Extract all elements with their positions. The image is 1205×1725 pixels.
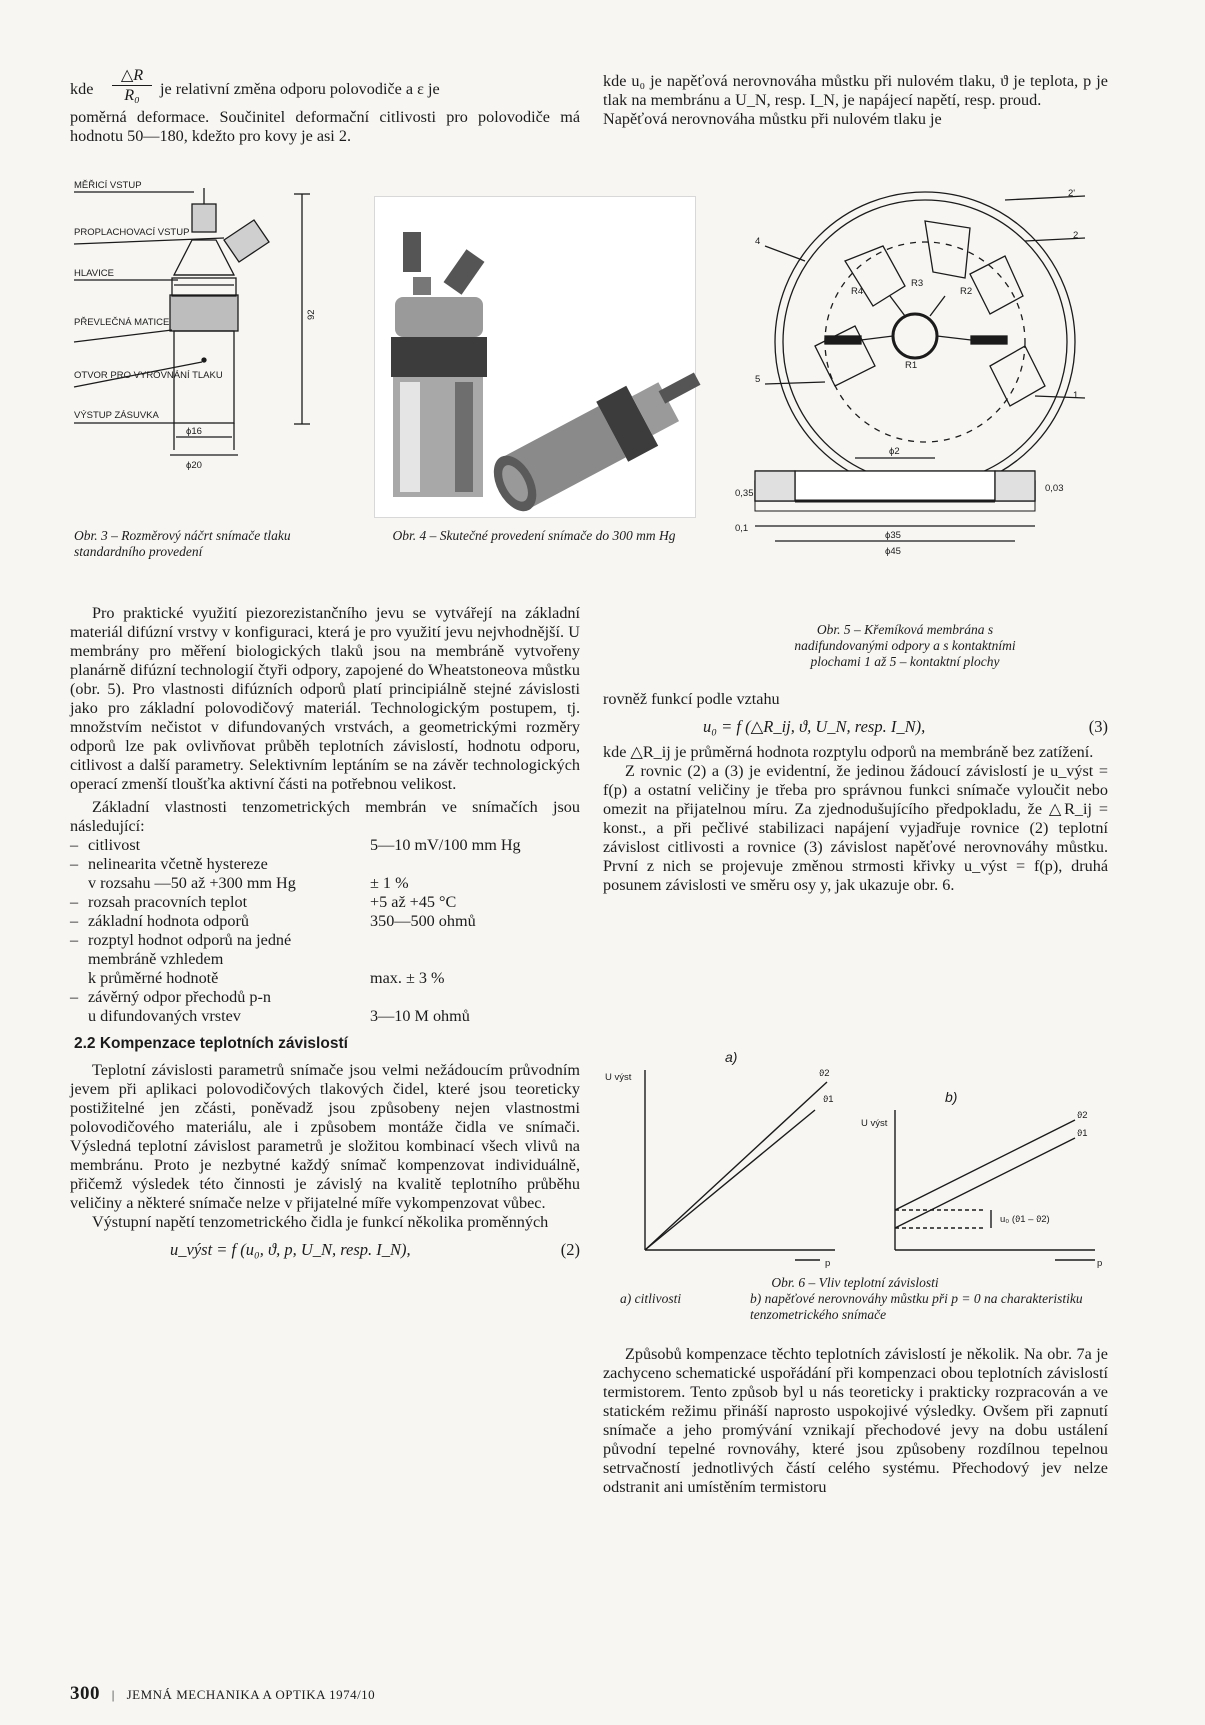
fig4-caption: Obr. 4 – Skutečné provedení snímače do 300 mm Hg [392,528,676,543]
left-para2: Základní vlastnosti tenzometrických membrán ve snímačích jsou následující: [70,798,580,835]
fig5-label-5: 5 [755,374,761,385]
equation-2 [70,1240,580,1266]
equation-3-text: u₀ = f (△R_ij, ϑ, U_N, resp. I_N), [703,717,926,736]
fig3-dim-d16: ϕ16 [186,426,202,437]
left-para1: Pro praktické využití piezorezistančního jevu se vytvářejí na základní materiál difúzní vrstvy v konfiguraci, která je pro využití jevu nejvhodnější. U membrány pro měření biologických tlaků jsou na membráně vytvořeny planárně difúzní technologií čtyři odpory, zapojené do Wheatstoneova můstku (obr. 5). Pro vlastnosti difúzních odporů platí principiálně stejné závislosti jako pro základní polovodičový materiál. Technologickým postupem, tj. množstvím nečistot v difundovaných vrstvách, a geometrickými rozměry odporů lze pak ovlivňovat průběh teplotních závislostí, hodnotu odporu, citlivost a další parametry. Selektivním leptáním se na závěr technologických operací zmenší tloušťka aktivní části na potřebnou velikost. [70,604,580,793]
fig6-curve-b-theta1: ϑ1 [1077,1128,1088,1139]
left-body [70,604,580,1266]
fig6-offset-label: u₀ (ϑ1 – ϑ2) [1000,1214,1050,1225]
fig3-label-head: HLAVICE [74,268,114,279]
fig5-dim-003: 0,03 [1045,483,1064,494]
fig5-dim-d35: ϕ35 [885,530,901,541]
right-final-para: Způsobů kompenzace těchto teplotních závislostí je několik. Na obr. 7a je zachyceno schematické uspořádání při kompenzaci obou teplotních závislostí termistorem. Tento způsob byl u nás teoreticky i prakticky rozpracován a ve statickém režimu přináší naprosto uspokojivé výsledky. Ovšem při zapnutí snímače a jeho promývání vznikají přechodové jevy na dobu ustálení původní tepelné rovnováhy, které jsou způsobeny rozdílnou tepelnou setrvačností jednotlivých částí celého systému. Přechodový jev nelze odstranit ani umístěním termistoru [603,1345,1108,1496]
figure-6 [605,1040,1105,1270]
left-para3: Teplotní závislosti parametrů snímače jsou velmi nežádoucím průvodním jevem při aplikaci polovodičových tlakových čidel, které jsou teoreticky postižitelné jen zčásti, poněvadž jsou způsobeny nejen vlastnostmi polovodičového materiálu, ale i způsobem montáže čidla ve snímači. Výsledná teplotní závislost parametrů je složitou kombinací všech vlivů na membránu. Proto je nezbytné každý snímač kompenzovat individuálně, přičemž výsledek této činnosti je závislý na kvalitě teplotního průběhu veličiny a některé snímače nelze v přijatelné míře vykompenzovat vůbec. [70,1061,580,1212]
fig5-label-2p: 2' [1068,188,1076,199]
fig3-label-pressure-hole: OTVOR PRO VYROVNÁNÍ TLAKU [74,370,223,381]
fig5-label-1: 1 [1073,390,1079,401]
fig5-label-r1: R1 [905,360,918,371]
fig6-labels [605,1049,1102,1269]
fig6-caption-a: a) citlivosti [620,1291,682,1306]
fig3-label-flush-input: PROPLACHOVACÍ VSTUP [74,227,190,238]
right-top [603,72,1108,129]
fig6-title-b: b) [945,1089,958,1105]
right-body [603,690,1108,895]
property-item: – závěrný odpor přechodů p-n [70,988,271,1006]
fig3-dim-height: 92 [306,309,317,320]
journal-name: JEMNÁ MECHANIKA A OPTIKA 1974/10 [126,1687,376,1702]
equation-3 [603,717,1108,743]
fig5-label-4: 4 [755,236,761,247]
figure-5-membrane [735,186,1090,581]
property-item: u difundovaných vrstev 3—10 M ohmů [88,1007,470,1025]
fig5-dim-035: 0,35 [735,488,754,499]
right-eq3-intro: rovněž funkcí podle vztahu [603,690,780,708]
fig6-curve-a-theta1: ϑ1 [823,1094,834,1105]
fig3-label-nut: PŘEVLEČNÁ MATICE [74,317,170,328]
property-item: k průměrné hodnotě max. ± 3 % [88,969,445,987]
fig5-label-r4: R4 [851,286,864,297]
fig6-caption-title: Obr. 6 – Vliv teplotní závislosti [771,1275,939,1290]
property-item: – citlivost 5—10 mV/100 mm Hg [70,836,521,854]
left-para4: Výstupní napětí tenzometrického čidla je funkcí několika proměnných [92,1213,549,1231]
fig6-xlabel-a: p [825,1258,831,1269]
equation-2-number: (2) [560,1240,580,1259]
right-top-para2: Napěťová nerovnováha můstku při nulovém tlaku je [603,110,942,128]
equation-3-number: (3) [1088,717,1108,736]
page-number: 300 [70,1683,100,1704]
intro-frac-num: △R [112,66,152,86]
fig3-label-output-socket: VÝSTUP ZÁSUVKA [74,410,159,421]
right-discussion: Z rovnic (2) a (3) je evidentní, že jedinou žádoucí závislostí je u_výst = f(p) a ostatní veličiny je třeba pro správnou funkci snímače vyloučit nebo omezit na přijatelnou míru. Za zjednodušujícího předpokladu, že △R_ij = konst., a při pečlivé stabilizaci napájení vyjadřuje rovnice (2) teplotní závislost citlivosti a rovnice (3) závislost napěťové nerovnováhy můstku. První z nich se projevuje změnou strmosti křivky u_výst = f(p), druhá posunem závislosti ve směru osy y, jak ukazuje obr. 6. [603,762,1108,894]
fig5-label-2: 2 [1073,230,1079,241]
left-intro [70,66,580,146]
right-final [603,1345,1108,1497]
fig5-caption: Obr. 5 – Křemíková membrána s nadifundovanými odpory a s kontaktními plochami 1 až 5 – kontaktní plochy [794,622,1016,669]
fig6-ylabel-a: U výst [605,1072,632,1083]
fig6-caption-b: b) napěťové nerovnováhy můstku při p = 0 na charakteristiku tenzometrického snímače [750,1291,1083,1322]
property-item: – nelinearita včetně hystereze [70,855,268,873]
sensor-upright-image [391,232,487,497]
section-heading: 2.2 Kompenzace teplotních závislostí [74,1035,348,1052]
right-after-eq3: kde △R_ij je průměrná hodnota rozptylu odporů na membráně bez zatížení. [603,743,1094,761]
property-item: – rozsah pracovních teplot +5 až +45 °C [70,893,457,911]
page-footer: 300 | JEMNÁ MECHANIKA A OPTIKA 1974/10 [70,1683,376,1704]
fig3-caption: Obr. 3 – Rozměrový náčrt snímače tlaku standardního provedení [74,528,291,559]
properties-list [70,836,580,1026]
fig3-dim-d20: ϕ20 [186,460,202,471]
fig5-label-r2: R2 [960,286,973,297]
fig5-dim-d2: ϕ2 [889,446,900,457]
fig3-label-measuring-input: MĚŘICÍ VSTUP [74,180,142,191]
fig5-dim-01: 0,1 [735,523,749,534]
property-item: membráně vzhledem [88,950,224,968]
property-item: – základní hodnota odporů 350—500 ohmů [70,912,476,930]
intro-fraction [112,66,152,105]
figure-3-sketch [74,180,334,472]
fig6-xlabel-b: p [1097,1258,1103,1269]
intro-post: je relativní změna odporu polovodiče a ε je [160,80,440,98]
fig6-caption [620,1275,1090,1323]
sensor-lying-image [483,355,716,522]
fig6-caption-items [620,1291,1090,1323]
fig6-curve-b-theta2: ϑ2 [1077,1110,1088,1121]
property-item: – rozptyl hodnot odporů na jedné [70,931,292,949]
fig5-dim-d45: ϕ45 [885,546,901,557]
intro-line2: poměrná deformace. Součinitel deformační citlivosti pro polovodiče má hodnotu 50—180, kdežto pro kovy je asi 2. [70,108,580,145]
right-top-para: kde u₀ je napěťová nerovnováha můstku při nulovém tlaku, ϑ je teplota, p je tlak na membránu a U_N, resp. I_N, je napájecí napětí, resp. proud. [603,72,1108,109]
fig6-curve-a-theta2: ϑ2 [819,1068,830,1079]
fig6-ylabel-b: U výst [861,1118,888,1129]
property-item: v rozsahu —50 až +300 mm Hg ± 1 % [88,874,409,892]
intro-pre: kde [70,80,94,98]
intro-frac-den: R₀ [124,86,140,104]
fig6-title-a: a) [725,1049,738,1065]
figure-4-photo [374,196,696,518]
fig5-label-r3: R3 [911,278,924,289]
equation-2-text: u_výst = f (u₀, ϑ, p, U_N, resp. I_N), [170,1240,411,1259]
